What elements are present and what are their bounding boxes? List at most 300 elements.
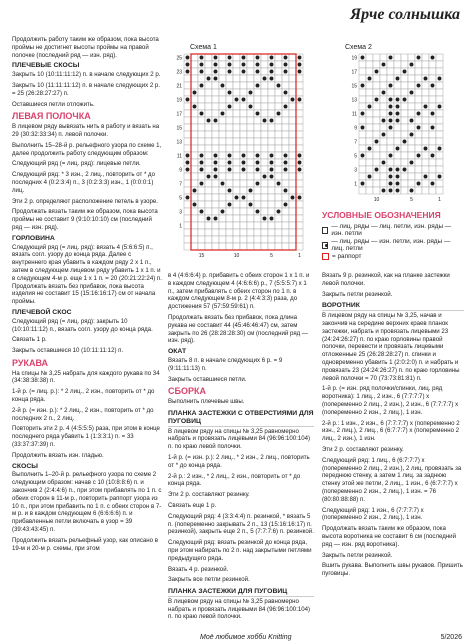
- chart-cell: [226, 138, 233, 145]
- chart-cell: [233, 138, 240, 145]
- chart-dot: [417, 126, 421, 130]
- chart-cell: [422, 180, 429, 187]
- chart-cell: [373, 89, 380, 96]
- chart-dot: [438, 105, 442, 109]
- chart-dot: [382, 161, 386, 165]
- chart-cell: [205, 236, 212, 243]
- chart-dot: [214, 56, 218, 60]
- chart-cell: [394, 68, 401, 75]
- legend-item: [322, 238, 464, 252]
- chart-dot: [242, 98, 246, 102]
- chart-cell: [254, 117, 261, 124]
- chart-cell: [429, 117, 436, 124]
- column-label: 10: [233, 253, 240, 257]
- chart-cell: [366, 61, 373, 68]
- chart-cell: [373, 54, 380, 61]
- chart-cell: [254, 173, 261, 180]
- chart-cell: [415, 61, 422, 68]
- chart-cell: [408, 110, 415, 117]
- chart-cell: [282, 229, 289, 236]
- row-label: 13: [176, 139, 182, 146]
- chart-cell: [401, 131, 408, 138]
- chart-cell: [198, 243, 205, 250]
- chart-cell: [240, 117, 247, 124]
- chart-cell: [191, 110, 198, 117]
- paragraph: Выполнить 1–20-й р. рельефного узора по схеме 2 следующим образом: начав с 10 (10:8:8:6) п. и закончив 2 (2:4:4:6) п., при этом прибавлять по 1 п. с обеих сторон в 11-м р., повторить раппорт узора из 10 п., при этом прибавить по 1 п. с обеих сторон в 7-м р. и в каждом следующем 6 (6:6:6:6) п. и прибавленные петли включать в узор = 39 (39:43:43:45) п.: [12, 471, 162, 534]
- chart-cell: [212, 236, 219, 243]
- chart-cell: [254, 96, 261, 103]
- paragraph: В лицевом ряду на спицы № 3,25, начав и закончив на середине верхних краев планок застежки, набрать и провязать лицевыми 23 (24:24:26:27) п. по краю горловины правой полочки, перевести и провязать лицевыми отложенные 25 (26:28:28:27) п. спинки и одновременно убавить 1 (2:0:2:0) п. и набрать и провязать 23 (24:24:26:27) п. по краю горловины левой полочки = 70 (73:73:81:81) п.: [322, 312, 460, 382]
- chart-dot: [284, 189, 288, 193]
- chart-cell: [394, 89, 401, 96]
- chart-cell: [422, 96, 429, 103]
- row-label: 21: [176, 83, 182, 90]
- chart-cell: [254, 75, 261, 82]
- chart-dot: [270, 217, 274, 221]
- chart-cell: [422, 89, 429, 96]
- chart-dot: [389, 105, 393, 109]
- chart-dot: [270, 119, 274, 123]
- chart-cell: [268, 145, 275, 152]
- paragraph: Эти 2 р. составляют резинку.: [322, 445, 404, 453]
- chart-cell: [436, 68, 443, 75]
- chart-cell: [387, 145, 394, 152]
- chart-cell: [198, 75, 205, 82]
- chart-cell: [205, 68, 212, 75]
- chart-cell: [226, 222, 233, 229]
- chart-cell: [233, 236, 240, 243]
- chart-cell: [219, 145, 226, 152]
- chart-dot: [396, 105, 400, 109]
- chart-cell: [429, 145, 436, 152]
- chart-dot: [270, 175, 274, 179]
- chart-cell: [191, 61, 198, 68]
- chart-cell: [198, 215, 205, 222]
- chart-cell: [247, 54, 254, 61]
- chart-cell: [233, 180, 240, 187]
- chart-cell: [275, 159, 282, 166]
- chart-cell: [226, 75, 233, 82]
- chart-cell: [191, 159, 198, 166]
- chart-dot: [228, 63, 232, 67]
- chart-cell: [240, 215, 247, 222]
- chart-cell: [233, 110, 240, 117]
- chart-cell: [289, 243, 296, 250]
- chart-dot: [277, 112, 281, 116]
- row-label: 5: [179, 195, 182, 202]
- chart-cell: [429, 68, 436, 75]
- chart-cell: [429, 96, 436, 103]
- column-label: 15: [198, 253, 205, 257]
- chart-cell: [240, 243, 247, 250]
- chart-cell: [401, 61, 408, 68]
- chart-cell: [261, 110, 268, 117]
- chart-cell: [205, 243, 212, 250]
- chart-cell: [289, 187, 296, 194]
- chart-cell: [226, 215, 233, 222]
- chart-cell: [366, 138, 373, 145]
- chart-cell: [191, 96, 198, 103]
- chart-cell: [408, 96, 415, 103]
- chart-cell: [436, 166, 443, 173]
- chart-cell: [198, 89, 205, 96]
- chart-dot: [396, 175, 400, 179]
- chart-cell: [233, 215, 240, 222]
- chart-dot: [200, 161, 204, 165]
- chart-cell: [282, 124, 289, 131]
- chart-cell: [373, 152, 380, 159]
- chart-cell: [366, 124, 373, 131]
- chart-dot: [389, 56, 393, 60]
- chart-cell: [247, 96, 254, 103]
- chart-cell: [261, 152, 268, 159]
- chart-cell: [261, 131, 268, 138]
- chart-cell: [394, 131, 401, 138]
- chart-cell: [296, 124, 303, 131]
- chart-cell: [359, 166, 366, 173]
- chart-cell: [415, 138, 422, 145]
- column-label: 1: [438, 197, 441, 203]
- paragraph: Оставшиеся петли отложить.: [12, 100, 95, 108]
- legend-item: [322, 253, 464, 260]
- paragraph: Продолжить вязать рельефный узор, как описано в 19-м и 20-м р. схемы, при этом: [12, 536, 158, 552]
- chart-dot: [214, 168, 218, 172]
- chart-cell: [289, 124, 296, 131]
- chart-cell: [359, 159, 366, 166]
- chart-dot: [438, 175, 442, 179]
- chart-cell: [254, 243, 261, 250]
- chart-dot: [410, 91, 414, 95]
- chart-dot: [403, 168, 407, 172]
- chart-dot: [214, 154, 218, 158]
- chart-dot: [200, 63, 204, 67]
- chart-dot: [256, 168, 260, 172]
- chart-cell: [184, 236, 191, 243]
- section-heading: ВОРОТНИК: [322, 302, 464, 311]
- chart-cell: [289, 138, 296, 145]
- chart-dot: [193, 105, 197, 109]
- chart-cell: [373, 145, 380, 152]
- chart-cell: [240, 89, 247, 96]
- chart-dot: [249, 91, 253, 95]
- chart-cell: [289, 173, 296, 180]
- schema1-chart: [172, 52, 312, 257]
- chart-cell: [247, 68, 254, 75]
- paragraph: Продолжать вязать без прибавок, пока длина рукава не составит 44 (45:46:46:47) см, затем закрыть по 26 (28:28:28:30) см (последний ряд — изн. ряд).: [168, 313, 308, 345]
- chart-cell: [261, 159, 268, 166]
- chart-cell: [219, 61, 226, 68]
- chart-cell: [380, 145, 387, 152]
- chart-cell: [233, 159, 240, 166]
- chart-dot: [368, 105, 372, 109]
- chart-dot: [242, 196, 246, 200]
- chart-cell: [212, 208, 219, 215]
- chart-cell: [359, 145, 366, 152]
- section-heading: ПЛЕЧЕВЫЕ СКОСЫ: [12, 62, 80, 70]
- chart-dot: [284, 203, 288, 207]
- row-label: 9: [179, 167, 182, 174]
- chart-cell: [247, 215, 254, 222]
- chart-cell: [205, 82, 212, 89]
- chart-cell: [289, 222, 296, 229]
- row-label: 3: [179, 209, 182, 216]
- chart-cell: [436, 180, 443, 187]
- section-heading: ОКАТ: [168, 348, 187, 356]
- paragraph: 1-й р. (= лиц. р.): * 2 лиц., 2 изн., повторить от * до конца ряда.: [12, 388, 155, 404]
- chart-dot: [382, 91, 386, 95]
- chart-cell: [191, 117, 198, 124]
- chart-dot: [417, 84, 421, 88]
- chart-cell: [429, 75, 436, 82]
- chart-cell: [282, 194, 289, 201]
- chart-cell: [240, 187, 247, 194]
- chart-cell: [226, 236, 233, 243]
- chart-cell: [219, 152, 226, 159]
- chart-dot: [382, 189, 386, 193]
- chart-cell: [205, 89, 212, 96]
- row-label: 9: [354, 125, 357, 132]
- chart-cell: [233, 89, 240, 96]
- chart-cell: [415, 117, 422, 124]
- chart-cell: [205, 131, 212, 138]
- chart-cell: [282, 243, 289, 250]
- chart-dot: [186, 63, 190, 67]
- paragraph: Выполнить 15–28-й р. рельефного узора по схеме 1, далее продолжить работу следующим образом:: [12, 141, 162, 157]
- chart-dot: [256, 161, 260, 165]
- chart-cell: [219, 194, 226, 201]
- chart-cell: [436, 187, 443, 194]
- chart-cell: [226, 96, 233, 103]
- chart-cell: [422, 187, 429, 194]
- paragraph: Закрыть оставшиеся петли.: [168, 375, 247, 383]
- chart-cell: [366, 117, 373, 124]
- chart-cell: [184, 131, 191, 138]
- chart-cell: [289, 82, 296, 89]
- chart-cell: [422, 82, 429, 89]
- row-label: 1: [354, 181, 357, 188]
- chart-cell: [247, 236, 254, 243]
- chart-cell: [408, 103, 415, 110]
- chart-cell: [219, 89, 226, 96]
- chart-cell: [219, 68, 226, 75]
- chart-cell: [366, 68, 373, 75]
- chart-dot: [396, 182, 400, 186]
- chart-cell: [408, 75, 415, 82]
- chart-cell: [429, 138, 436, 145]
- chart-cell: [254, 229, 261, 236]
- chart-cell: [261, 222, 268, 229]
- chart-cell: [219, 166, 226, 173]
- chart-dot: [214, 77, 218, 81]
- chart-cell: [422, 166, 429, 173]
- chart-dot: [221, 210, 225, 214]
- chart-dot: [256, 182, 260, 186]
- paragraph: Продолжать вязать таким же образом, пока высота воротника не составит 6 см (последний ряд — изн. ряд воротника).: [322, 525, 456, 548]
- paragraph: 2-й р. (= изн. р.): * 2 лиц., 2 изн., повторить от * до последних 2 п., 2 лиц.: [12, 406, 154, 422]
- chart-cell: [289, 159, 296, 166]
- chart-dot: [396, 147, 400, 151]
- chart-cell: [359, 187, 366, 194]
- chart-cell: [282, 145, 289, 152]
- chart-dot: [186, 56, 190, 60]
- chart-cell: [289, 236, 296, 243]
- chart-cell: [394, 54, 401, 61]
- chart-cell: [408, 124, 415, 131]
- chart-cell: [198, 131, 205, 138]
- chart-cell: [268, 201, 275, 208]
- row-label: 23: [176, 69, 182, 76]
- chart-cell: [219, 103, 226, 110]
- chart-cell: [436, 96, 443, 103]
- chart-dot: [389, 112, 393, 116]
- paragraph: Вязать 4 р. резинкой.: [168, 565, 229, 573]
- chart-cell: [394, 138, 401, 145]
- chart-cell: [240, 124, 247, 131]
- chart-cell: [275, 103, 282, 110]
- chart-cell: [401, 89, 408, 96]
- chart-dot: [228, 91, 232, 95]
- chart-cell: [359, 96, 366, 103]
- chart-dot: [228, 154, 232, 158]
- chart-cell: [429, 89, 436, 96]
- chart-cell: [289, 75, 296, 82]
- chart-cell: [282, 75, 289, 82]
- chart-cell: [191, 180, 198, 187]
- chart-cell: [198, 194, 205, 201]
- paragraph: Эти 2 р. определяют расположение петель в узоре.: [12, 197, 158, 205]
- chart-cell: [198, 187, 205, 194]
- chart-cell: [240, 208, 247, 215]
- chart-cell: [191, 229, 198, 236]
- chart-cell: [373, 124, 380, 131]
- chart-cell: [275, 89, 282, 96]
- chart-dot: [361, 84, 365, 88]
- chart-cell: [184, 222, 191, 229]
- chart-cell: [212, 110, 219, 117]
- paragraph: 2-й р.: 2 изн., * 2 лиц., 2 изн., повторить от * до конца ряда.: [168, 472, 301, 488]
- paragraph: Продолжать вязать таким же образом, пока высота проймы не составит 9 (9:10:10:10) см (последний ряд — изн. ряд).: [12, 208, 158, 231]
- chart-dot: [270, 161, 274, 165]
- chart-dot: [214, 70, 218, 74]
- chart-cell: [289, 68, 296, 75]
- chart-cell: [282, 236, 289, 243]
- chart-cell: [289, 180, 296, 187]
- chart-cell: [387, 61, 394, 68]
- chart-cell: [240, 138, 247, 145]
- chart-cell: [233, 222, 240, 229]
- chart-cell: [184, 110, 191, 117]
- chart-dot: [431, 84, 435, 88]
- chart-cell: [415, 89, 422, 96]
- chart-cell: [205, 96, 212, 103]
- chart-cell: [247, 152, 254, 159]
- chart-cell: [219, 236, 226, 243]
- chart-dot: [214, 175, 218, 179]
- chart-dot: [410, 63, 414, 67]
- chart-dot: [214, 63, 218, 67]
- chart-dot: [193, 91, 197, 95]
- chart-cell: [422, 54, 429, 61]
- chart-dot: [186, 154, 190, 158]
- chart-cell: [387, 131, 394, 138]
- chart-dot: [256, 112, 260, 116]
- chart-cell: [415, 103, 422, 110]
- chart-dot: [396, 112, 400, 116]
- chart-cell: [261, 145, 268, 152]
- section-heading: ЛЕВАЯ ПОЛОЧКА: [12, 111, 91, 122]
- chart-cell: [359, 61, 366, 68]
- chart-cell: [191, 54, 198, 61]
- chart-cell: [247, 110, 254, 117]
- chart-cell: [184, 89, 191, 96]
- chart-cell: [247, 159, 254, 166]
- chart-cell: [373, 82, 380, 89]
- chart-cell: [296, 117, 303, 124]
- chart-cell: [254, 103, 261, 110]
- paragraph: Повторить эти 2 р. 4 (4:5:5:5) раза, при этом в конце последнего ряда убавить 1 (1:3:3:1) п. = 33 (33:37:37:39) п.: [12, 425, 160, 449]
- paragraph: 1-й р. (= изн. ряд полочки/спинки, лиц. ряд воротника): 1 лиц., 2 изн., 6 (7:7:7:7) x (попеременно 2 лиц., 2 изн.), 2 изн., 6 (7:7:7:7) x (попеременно 2 изн., 2 лиц.), 1 изн.: [322, 385, 459, 416]
- chart-cell: [415, 96, 422, 103]
- chart-cell: [289, 103, 296, 110]
- chart-dot: [200, 168, 204, 172]
- chart-dot: [207, 217, 211, 221]
- chart-cell: [205, 222, 212, 229]
- chart-dot: [368, 77, 372, 81]
- chart-dot: [298, 70, 302, 74]
- chart-cell: [387, 159, 394, 166]
- chart-cell: [380, 96, 387, 103]
- chart-dot: [284, 105, 288, 109]
- chart-cell: [219, 131, 226, 138]
- chart-cell: [422, 61, 429, 68]
- chart-cell: [261, 243, 268, 250]
- chart-dot: [228, 70, 232, 74]
- chart-dot: [200, 154, 204, 158]
- chart-cell: [436, 82, 443, 89]
- chart-cell: [254, 215, 261, 222]
- chart-cell: [247, 243, 254, 250]
- chart-cell: [275, 117, 282, 124]
- chart-cell: [226, 110, 233, 117]
- chart-cell: [275, 187, 282, 194]
- chart-cell: [247, 145, 254, 152]
- chart-cell: [261, 187, 268, 194]
- chart-cell: [296, 187, 303, 194]
- chart-cell: [401, 103, 408, 110]
- chart-dot: [389, 154, 393, 158]
- chart-dot: [368, 147, 372, 151]
- chart-cell: [275, 166, 282, 173]
- chart-cell: [219, 201, 226, 208]
- chart-cell: [422, 117, 429, 124]
- chart-cell: [184, 103, 191, 110]
- chart-cell: [282, 180, 289, 187]
- chart-cell: [240, 75, 247, 82]
- chart-dot: [284, 168, 288, 172]
- chart-cell: [394, 61, 401, 68]
- chart-dot: [200, 182, 204, 186]
- chart-cell: [366, 166, 373, 173]
- chart-cell: [373, 159, 380, 166]
- legend-title: УСЛОВНЫЕ ОБОЗНАЧЕНИЯ: [322, 210, 441, 220]
- paragraph: Эти 2 р. составляют резинку.: [168, 491, 250, 499]
- chart-dot: [200, 70, 204, 74]
- chart-cell: [408, 173, 415, 180]
- chart-cell: [261, 201, 268, 208]
- chart-cell: [254, 236, 261, 243]
- chart-dot: [396, 168, 400, 172]
- chart-cell: [275, 201, 282, 208]
